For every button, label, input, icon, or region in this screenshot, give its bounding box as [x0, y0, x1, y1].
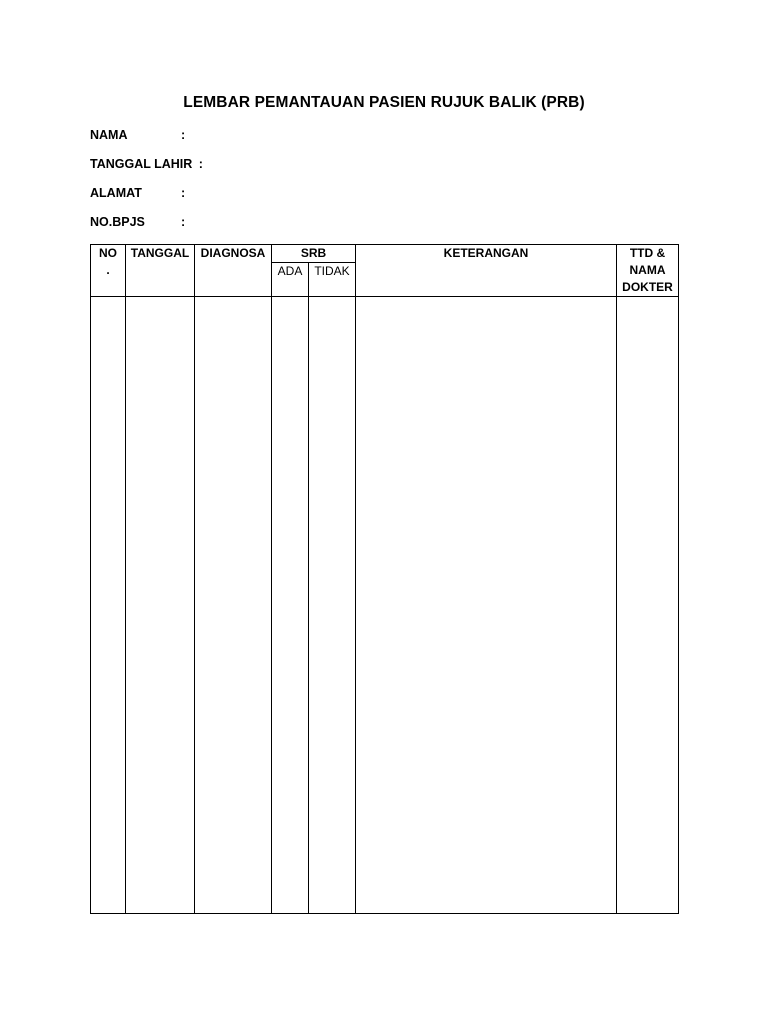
- header-keterangan: KETERANGAN: [356, 245, 617, 297]
- monitoring-table: [90, 244, 679, 914]
- header-ttd-nama-dokter: TTD & NAMA DOKTER: [617, 245, 679, 297]
- field-label: ALAMAT: [90, 186, 142, 200]
- field-label: NO.BPJS: [90, 215, 145, 229]
- cell-srb-ada[interactable]: [272, 297, 309, 914]
- header-diagnosa: DIAGNOSA: [195, 245, 272, 297]
- field-colon: :: [181, 186, 186, 200]
- cell-keterangan[interactable]: [356, 297, 617, 914]
- cell-diagnosa[interactable]: [195, 297, 272, 914]
- field-colon: :: [198, 157, 203, 171]
- cell-no[interactable]: [91, 297, 126, 914]
- field-nama: [90, 128, 186, 142]
- field-label: TANGGAL LAHIR: [90, 157, 193, 171]
- header-tanggal: TANGGAL: [126, 245, 195, 297]
- field-colon: :: [181, 215, 186, 229]
- cell-ttd-nama-dokter[interactable]: [617, 297, 679, 914]
- field-tanggal-lahir: [90, 157, 203, 171]
- header-srb-ada: ADA: [272, 263, 309, 297]
- cell-tanggal[interactable]: [126, 297, 195, 914]
- field-alamat: [90, 186, 186, 200]
- header-srb: SRB: [272, 245, 356, 263]
- cell-srb-tidak[interactable]: [309, 297, 356, 914]
- header-no: NO .: [91, 245, 126, 297]
- field-no-bpjs: [90, 215, 186, 229]
- header-srb-tidak: TIDAK: [309, 263, 356, 297]
- table-row: [91, 297, 679, 914]
- field-label: NAMA: [90, 128, 128, 142]
- field-colon: :: [181, 128, 186, 142]
- page-title: LEMBAR PEMANTAUAN PASIEN RUJUK BALIK (PRB): [183, 94, 585, 111]
